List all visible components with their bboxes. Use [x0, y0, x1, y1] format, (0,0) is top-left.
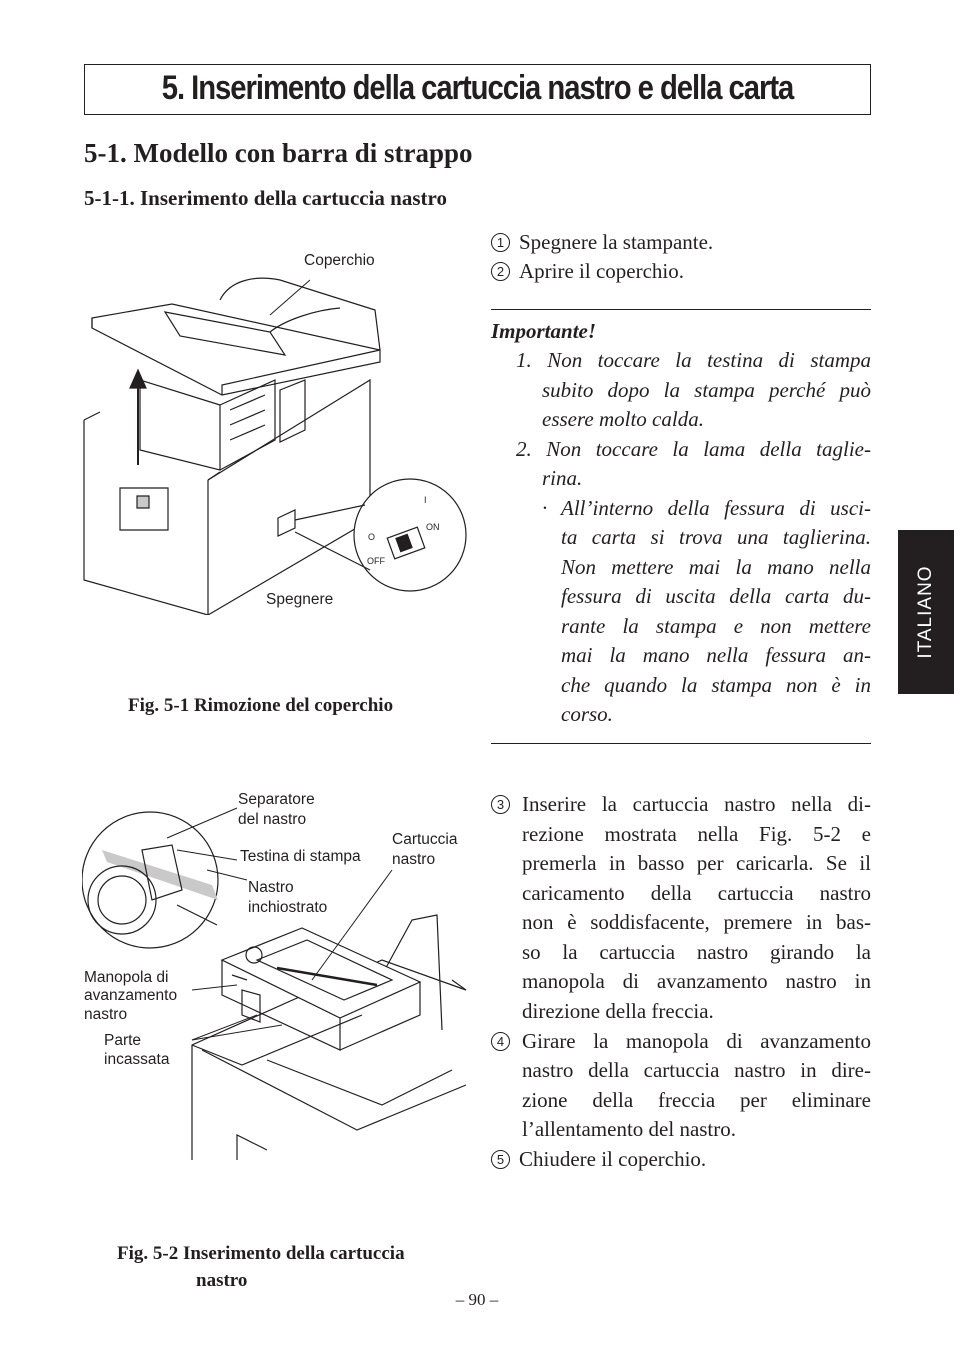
bullet-line: rante la stampa e non mettere [561, 614, 871, 638]
important-item-1-line: 1. Non toccare la testina di stampa [516, 348, 871, 372]
step-4-line: nastro della cartuccia nastro in dire- [522, 1058, 871, 1082]
bullet-line: che quando la stampa non è in [561, 673, 871, 697]
step-5 [491, 1145, 706, 1175]
step-number: 4 [491, 1032, 510, 1051]
step-4-line: l’allentamento del nastro. [522, 1117, 737, 1141]
language-tab-label: ITALIANO [915, 565, 936, 659]
bullet-line: All’interno della fessura di usci- [561, 496, 871, 520]
label-parte-line: incassata [104, 1051, 170, 1068]
step-3-line: manopola di avanzamento nastro in [522, 969, 871, 993]
step-3-line: rezione mostrata nella Fig. 5-2 e [522, 822, 871, 846]
bullet-line: corso. [561, 702, 613, 726]
important-title: Importante! [491, 319, 597, 343]
step-number: 5 [491, 1150, 510, 1169]
label-spegnere: Spegnere [266, 591, 334, 608]
language-tab [898, 530, 954, 694]
label-cartuccia-line: Cartuccia [392, 831, 458, 848]
important-item-2-line: rina. [542, 466, 583, 490]
step-3-line: direzione della freccia. [522, 999, 714, 1023]
step-3-line: Inserire la cartuccia nastro nella di- [522, 792, 871, 816]
switch-label-i: I [424, 495, 427, 505]
fig-5-2-caption-line-2: nastro [196, 1270, 248, 1291]
important-bottom-rule [491, 743, 871, 744]
label-coperchio: Coperchio [304, 252, 375, 269]
step-number: 3 [491, 795, 510, 814]
section-title: 5. Inserimento della cartuccia nastro e della carta [161, 69, 794, 107]
switch-label-off: OFF [367, 556, 385, 566]
label-nastro-line: inchiostrato [248, 899, 328, 916]
step-4-line: zione della freccia per eliminare [522, 1088, 871, 1112]
step-1 [491, 228, 713, 258]
switch-label-o: O [368, 532, 376, 542]
label-manopola-line: nastro [84, 1006, 128, 1023]
step-3-line: so la cartuccia nastro girando la [522, 940, 871, 964]
step-4-line: Girare la manopola di avanzamento [522, 1029, 871, 1053]
label-separator-line: del nastro [238, 811, 307, 828]
label-testina: Testina di stampa [240, 848, 361, 865]
important-top-rule [491, 309, 871, 310]
page-number: – 90 – [455, 1290, 499, 1309]
printer-body-front [84, 420, 208, 615]
label-nastro-line: Nastro [248, 879, 294, 896]
important-item-1-line: subito dopo la stampa perché può [542, 378, 871, 402]
label-parte-line: Parte [104, 1032, 142, 1049]
step-3-number-wrap [491, 790, 519, 820]
bullet-line: mai la mano nella fessura an- [561, 643, 871, 667]
step-text: Aprire il coperchio. [519, 259, 685, 283]
printer-cover-illustration [80, 270, 480, 615]
fig-5-1-caption: Fig. 5-1 Rimozione del coperchio [128, 695, 394, 716]
label-cartuccia-line: nastro [392, 851, 436, 868]
heading-2: 5-1-1. Inserimento della cartuccia nastro [84, 186, 447, 210]
label-manopola-line: avanzamento [84, 987, 178, 1004]
bullet-mark: · [542, 496, 548, 520]
bullet-line: Non mettere mai la mano nella [561, 555, 871, 579]
step-2 [491, 257, 684, 287]
step-text: Spegnere la stampante. [519, 230, 714, 254]
fig-5-2-caption-line-1: Fig. 5-2 Inserimento della cartuccia [117, 1243, 405, 1264]
section-title-box [84, 64, 871, 115]
label-separator-line: Separatore [238, 791, 315, 808]
step-number: 2 [491, 262, 510, 281]
important-item-2-line: 2. Non toccare la lama della taglie- [516, 437, 871, 461]
switch-label-on: ON [426, 522, 440, 532]
label-manopola-line: Manopola di [84, 969, 169, 986]
bullet-line: ta carta si trova una taglierina. [561, 525, 871, 549]
step-text: Chiudere il coperchio. [519, 1147, 707, 1171]
heading-1: 5-1. Modello con barra di strappo [84, 138, 473, 168]
step-4-number-wrap [491, 1027, 519, 1057]
important-item-1-line: essere molto calda. [542, 407, 704, 431]
step-3-line: non è soddisfacente, premere in bas- [522, 910, 871, 934]
step-3-line: premerla in basso per caricarla. Se il [522, 851, 871, 875]
ribbon-cartridge [222, 928, 420, 1018]
bullet-line: fessura di uscita della carta du- [561, 584, 871, 608]
step-3-line: caricamento della cartuccia nastro [522, 881, 871, 905]
step-number: 1 [491, 233, 510, 252]
